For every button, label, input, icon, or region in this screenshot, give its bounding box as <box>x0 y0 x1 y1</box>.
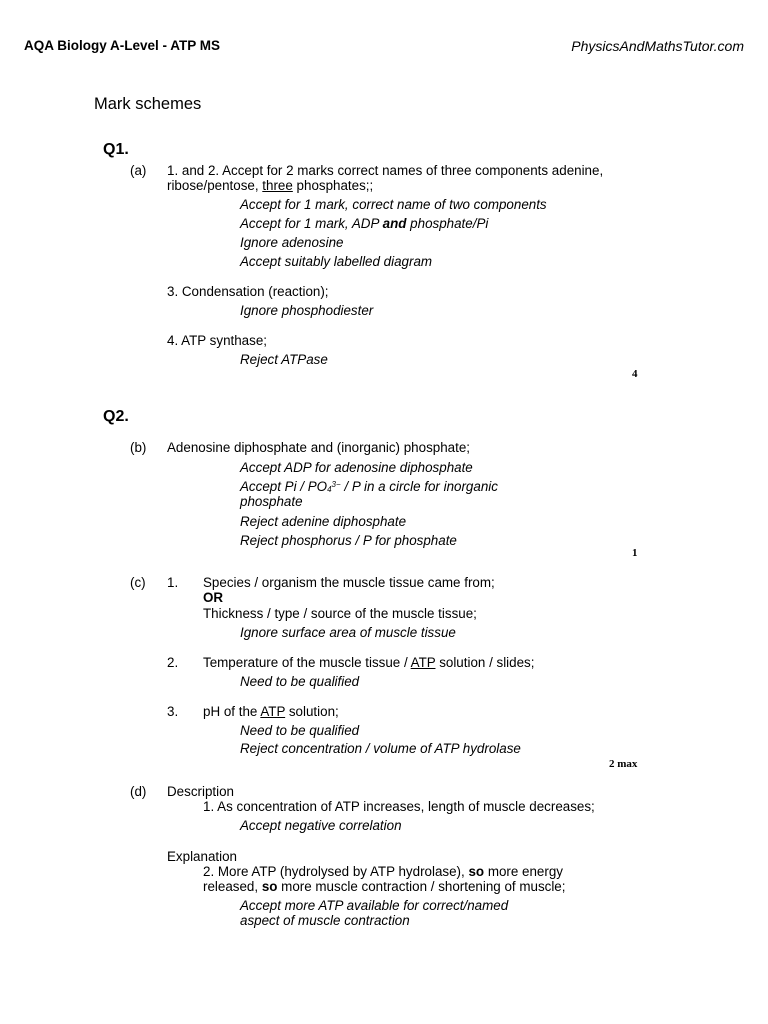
q2-c-item-3-note-2: Reject concentration / volume of ATP hydrolase <box>240 741 521 756</box>
q2-b-note-2-cont: phosphate <box>240 494 303 509</box>
q2-c-item-1-note: Ignore surface area of muscle tissue <box>240 625 456 640</box>
q2-d-point-2-line-1: 2. More ATP (hydrolysed by ATP hydrolase), so more energy <box>203 864 563 879</box>
q2-b-note-3: Reject adenine diphosphate <box>240 514 407 529</box>
q1-note-3: Ignore adenosine <box>240 235 344 250</box>
q2-d-label: (d) <box>130 784 147 799</box>
q2-c-item-2-note: Need to be qualified <box>240 674 360 689</box>
q2-c-item-2-text: Temperature of the muscle tissue / ATP solution / slides; <box>203 655 535 670</box>
q2-b-note-1: Accept ADP for adenosine diphosphate <box>240 460 473 475</box>
q2-c-item-1-text: Species / organism the muscle tissue came from; <box>203 575 495 590</box>
q1-a-label: (a) <box>130 163 147 178</box>
q2-d-point-2-note-2: aspect of muscle contraction <box>240 913 410 928</box>
q2-b-marks: 1 <box>632 547 638 559</box>
q2-heading: Q2. <box>103 408 129 425</box>
q1-note-4: Accept suitably labelled diagram <box>240 254 433 269</box>
q1-point-4-note: Reject ATPase <box>240 352 328 367</box>
q2-d-point-2-line-2: released, so more muscle contraction / shortening of muscle; <box>203 879 566 894</box>
page-title: Mark schemes <box>94 95 202 113</box>
q2-c-item-2-number: 2. <box>167 655 179 670</box>
q2-c-item-1-text-2: Thickness / type / source of the muscle tissue; <box>203 606 477 621</box>
q2-c-item-3-number: 3. <box>167 704 179 719</box>
q2-c-item-3-note-1: Need to be qualified <box>240 723 360 738</box>
q1-heading: Q1. <box>103 141 129 158</box>
q2-b-note-2: Accept Pi / $PO_4^{3-}$ / P in a circle for inorganic <box>240 479 498 494</box>
q2-d-explanation-heading: Explanation <box>167 849 237 864</box>
q2-b-label: (b) <box>130 440 147 455</box>
q1-marks: 4 <box>632 368 638 380</box>
q2-d-point-1: 1. As concentration of ATP increases, length of muscle decreases; <box>203 799 595 814</box>
q1-point-4: 4. ATP synthase; <box>167 333 267 348</box>
q2-c-marks: 2 max <box>609 758 638 770</box>
q1-note-1: Accept for 1 mark, correct name of two components <box>240 197 547 212</box>
q1-a-line1: 1. and 2. Accept for 2 marks correct names of three components adenine, <box>167 163 604 178</box>
q2-c-label: (c) <box>130 575 146 590</box>
q2-d-point-2-note-1: Accept more ATP available for correct/named <box>240 898 509 913</box>
q2-b-note-4: Reject phosphorus / P for phosphate <box>240 533 457 548</box>
q1-note-2: Accept for 1 mark, ADP and phosphate/Pi <box>240 216 489 231</box>
document-header-title: AQA Biology A-Level - ATP MS <box>24 38 221 53</box>
q1-point-3: 3. Condensation (reaction); <box>167 284 329 299</box>
q2-d-description-heading: Description <box>167 784 234 799</box>
q2-c-item-1-number: 1. <box>167 575 179 590</box>
document-header-source: PhysicsAndMathsTutor.com <box>571 38 744 54</box>
q2-b-line: Adenosine diphosphate and (inorganic) phosphate; <box>167 440 471 455</box>
q2-c-item-3-text: pH of the ATP solution; <box>203 704 339 719</box>
q2-d-point-1-note: Accept negative correlation <box>240 818 402 833</box>
q2-c-or: OR <box>203 590 224 605</box>
q1-point-3-note: Ignore phosphodiester <box>240 303 374 318</box>
q1-a-line2: ribose/pentose, three phosphates;; <box>167 178 374 193</box>
